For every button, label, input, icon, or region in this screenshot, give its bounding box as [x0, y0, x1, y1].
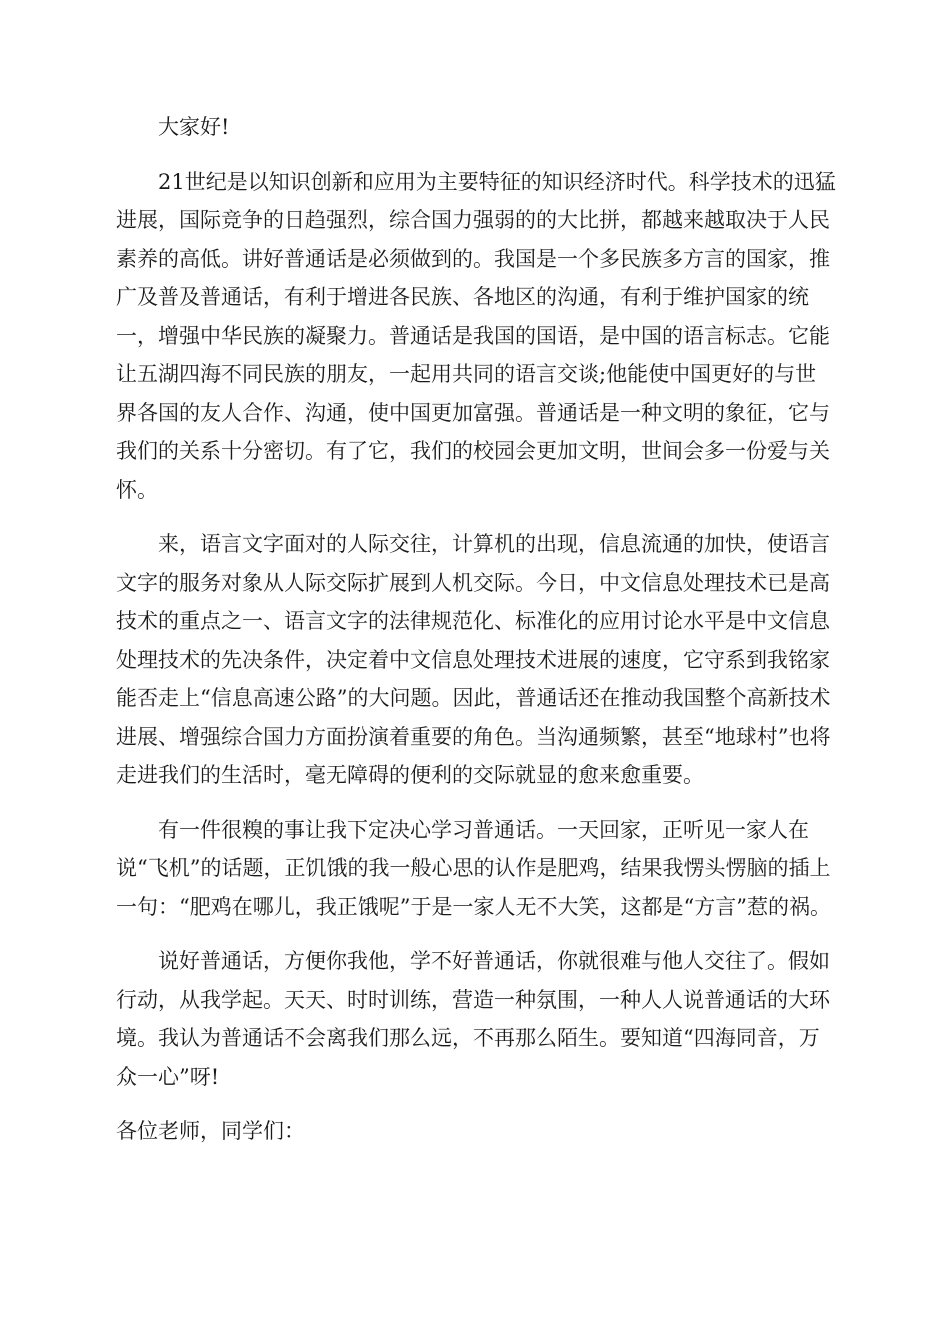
paragraph-4: 说好普通话，方便你我他，学不好普通话，你就很难与他人交往了。假如行动，从我学起。天天、时时训练，营造一种氛围，一种人人说普通话的大环境。我认为普通话不会离我们那么远，不再那么陌生。要知道“四海同音，万众一心”呀! — [116, 949, 830, 1089]
document-page — [116, 108, 836, 1151]
greeting: 大家好! — [158, 115, 230, 139]
paragraph-1: 21世纪是以知识创新和应用为主要特征的知识经济时代。科学技术的迅猛进展，国际竞争的日趋强烈，综合国力强弱的的大比拼，都越来越取决于人民素养的高低。讲好普通话是必须做到的。我国是一个多民族多方言的国家，推广及普及普通话，有利于增进各民族、各地区的沟通，有利于维护国家的统一，增强中华民族的凝聚力。普通话是我国的国语，是中国的语言标志。它能让五湖四海不同民族的朋友，一起用共同的语言交谈;他能使中国更好的与世界各国的友人合作、沟通，使中国更加富强。普通话是一种文明的象征，它与我们的关系十分密切。有了它，我们的校园会更加文明，世间会多一份爱与关怀。 — [116, 169, 836, 502]
paragraph-2: 来，语言文字面对的人际交往，计算机的出现，信息流通的加快，使语言文字的服务对象从人际交际扩展到人机交际。今日，中文信息处理技术已是高技术的重点之一、语言文字的法律规范化、标准化的应用讨论水平是中文信息处理技术的先决条件，决定着中文信息处理技术进展的速度，它守系到我铭家能否走上“信息高速公路”的大问题。因此，普通话还在推动我国整个高新技术进展、增强综合国力方面扮演着重要的角色。当沟通频繁，甚至“地球村”也将走进我们的生活时，毫无障碍的便利的交际就显的愈来愈重要。 — [116, 532, 831, 787]
paragraph-gap — [116, 1096, 836, 1112]
paragraph-3: 有一件很糗的事让我下定决心学习普通话。一天回家，正听见一家人在说“飞机”的话题，正饥饿的我一般心思的认作是肥鸡，结果我愣头愣脑的插上一句：“肥鸡在哪儿，我正饿呢”于是一家人无不大笑，这都是“方言”惹的祸。 — [116, 817, 831, 919]
paragraph-gap — [116, 926, 836, 942]
paragraph-gap — [116, 795, 836, 811]
paragraph-gap — [116, 509, 836, 525]
paragraph-gap — [116, 147, 836, 163]
closing-salutation: 各位老师，同学们： — [116, 1119, 305, 1143]
